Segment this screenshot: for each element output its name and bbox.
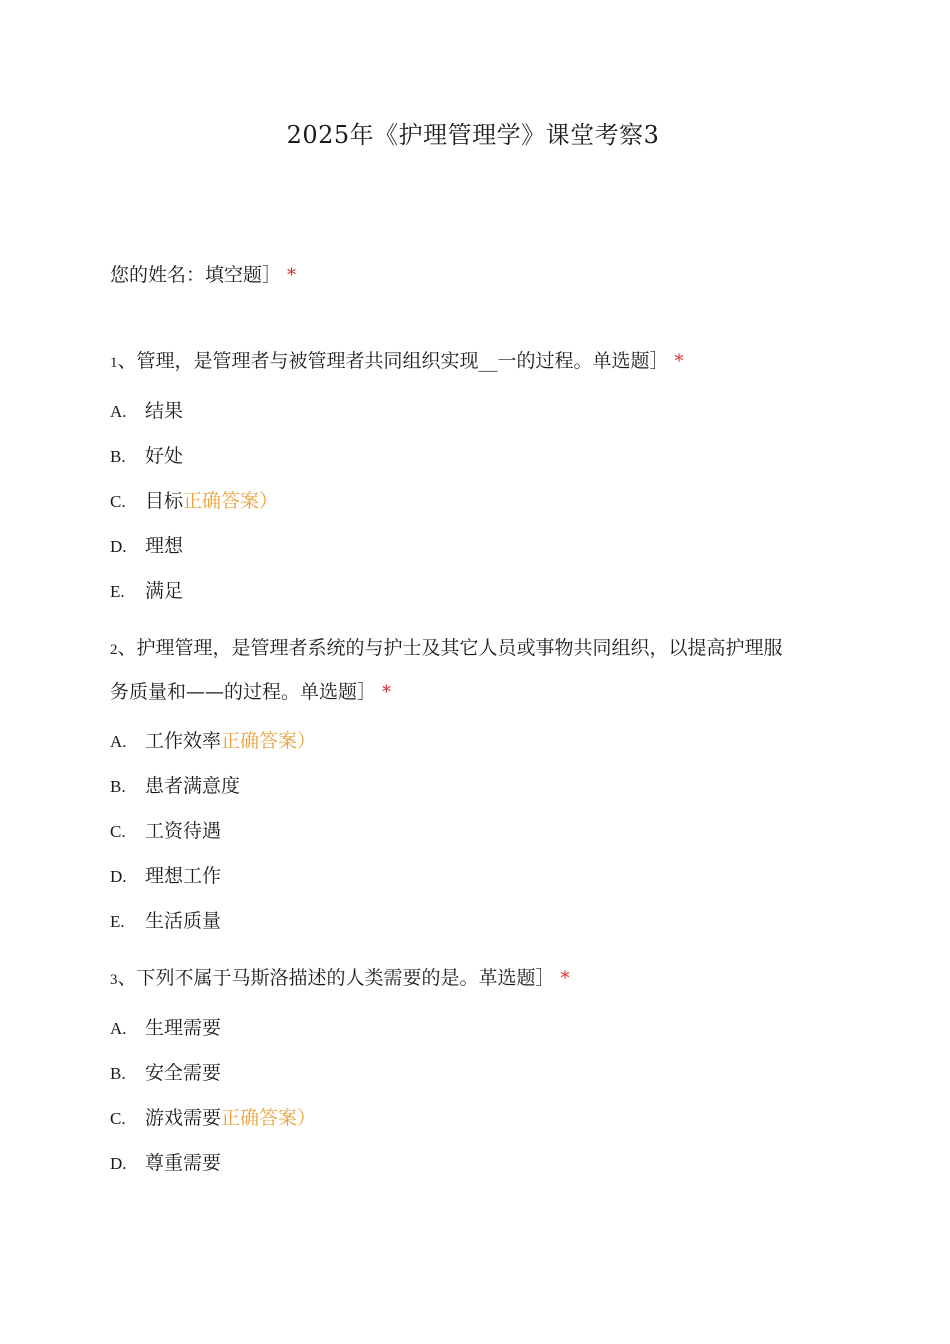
option-text: 工资待遇 xyxy=(145,820,222,842)
option-text: 好处 xyxy=(145,445,184,467)
option-letter: D. xyxy=(110,1154,127,1173)
required-mark: * xyxy=(560,968,570,989)
option-1b[interactable] xyxy=(110,442,183,471)
option-text: 游戏需要 xyxy=(145,1107,222,1129)
option-letter: B. xyxy=(110,1064,126,1083)
question-number: 2 xyxy=(110,642,118,658)
required-mark: * xyxy=(674,351,684,372)
option-2d[interactable] xyxy=(110,862,221,891)
correct-answer-tag: 正确答案） xyxy=(221,1107,317,1129)
option-1e[interactable] xyxy=(110,577,183,606)
option-text: 安全需要 xyxy=(145,1062,222,1084)
option-letter: A. xyxy=(110,1019,127,1038)
name-field-line xyxy=(110,261,296,290)
option-letter: B. xyxy=(110,447,126,466)
option-text: 满足 xyxy=(145,580,184,602)
option-text: 目标 xyxy=(145,490,184,512)
option-text: 理想工作 xyxy=(145,865,222,887)
option-text: 尊重需要 xyxy=(145,1152,222,1174)
question-prompt: 、下列不属于马斯洛描述的人类需要的是。革选题］ xyxy=(117,967,555,989)
option-text: 患者满意度 xyxy=(145,775,241,797)
option-1c[interactable] xyxy=(110,487,278,516)
option-letter: E. xyxy=(110,912,125,931)
name-field-label: 您的姓名：填空题］ xyxy=(110,264,282,286)
question-3-text xyxy=(110,964,570,994)
required-mark: * xyxy=(382,682,392,703)
option-letter: C. xyxy=(110,822,126,841)
question-1-text xyxy=(110,347,684,377)
question-prompt-continued: 务质量和——的过程。单选题］ xyxy=(110,681,377,703)
correct-answer-tag: 正确答案） xyxy=(183,490,279,512)
question-2-text-line2 xyxy=(110,678,391,707)
option-1a[interactable] xyxy=(110,397,183,426)
option-text: 生理需要 xyxy=(145,1017,222,1039)
option-text: 工作效率 xyxy=(145,730,222,752)
required-mark: * xyxy=(287,265,297,286)
option-letter: A. xyxy=(110,732,127,751)
question-number: 3 xyxy=(110,972,118,988)
option-3a[interactable] xyxy=(110,1014,221,1043)
option-text: 理想 xyxy=(145,535,184,557)
option-3d[interactable] xyxy=(110,1149,221,1178)
option-letter: A. xyxy=(110,402,127,421)
correct-answer-tag: 正确答案） xyxy=(221,730,317,752)
option-letter: E. xyxy=(110,582,125,601)
option-letter: D. xyxy=(110,537,127,556)
document-title: 2025年《护理管理学》课堂考察3 xyxy=(286,121,660,149)
option-2e[interactable] xyxy=(110,907,221,936)
question-2-text-line1 xyxy=(110,634,783,664)
option-text: 生活质量 xyxy=(145,910,222,932)
option-letter: D. xyxy=(110,867,127,886)
option-3c[interactable] xyxy=(110,1104,316,1133)
option-1d[interactable] xyxy=(110,532,183,561)
option-3b[interactable] xyxy=(110,1059,221,1088)
question-prompt: 、护理管理，是管理者系统的与护士及其它人员或事物共同组织，以提高护理服 xyxy=(117,637,783,659)
option-2b[interactable] xyxy=(110,772,240,801)
option-letter: C. xyxy=(110,1109,126,1128)
question-prompt: 、管理，是管理者与被管理者共同组织实现__一的过程。单选题］ xyxy=(117,350,669,372)
option-letter: B. xyxy=(110,777,126,796)
option-text: 结果 xyxy=(145,400,184,422)
option-2a[interactable] xyxy=(110,727,316,756)
option-2c[interactable] xyxy=(110,817,221,846)
question-number: 1 xyxy=(110,355,118,371)
option-letter: C. xyxy=(110,492,126,511)
